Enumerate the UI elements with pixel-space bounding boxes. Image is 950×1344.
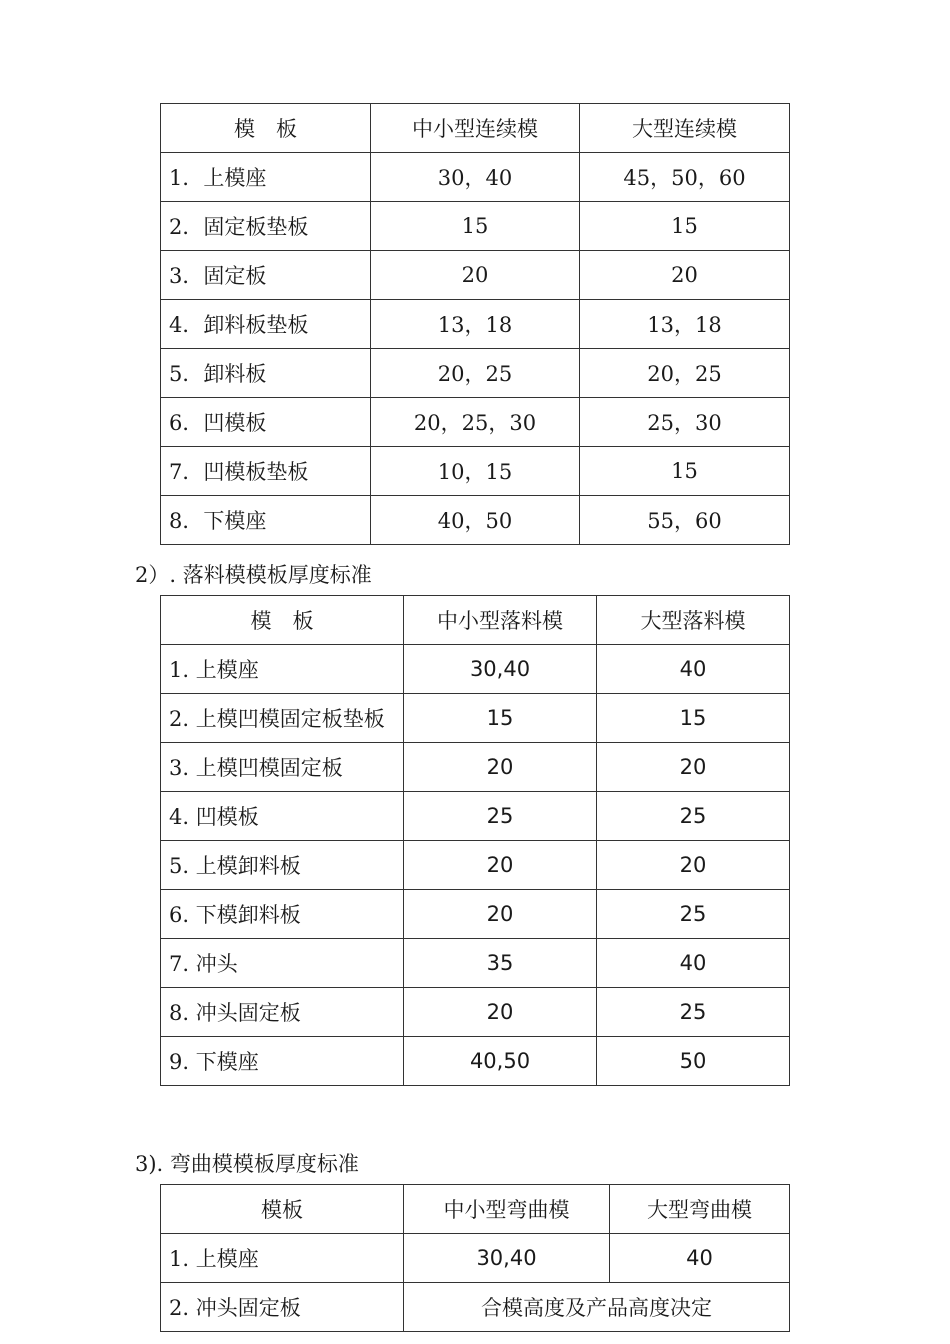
table-row: [161, 300, 790, 349]
row-label: 2．固定板垫板: [161, 202, 371, 251]
header-cell: 大型弯曲模: [610, 1185, 790, 1234]
cell-small-medium: 20，25: [371, 349, 580, 398]
table-header-row: [161, 1185, 790, 1234]
cell-large: 20，25: [580, 349, 790, 398]
cell-small-medium: 30,40: [404, 645, 597, 694]
table-row: [161, 792, 790, 841]
row-label: 4．卸料板垫板: [161, 300, 371, 349]
table-header-row: [161, 596, 790, 645]
cell-large: 45，50，60: [580, 153, 790, 202]
row-label: 4. 凹模板: [161, 792, 404, 841]
cell-large: 13，18: [580, 300, 790, 349]
cell-large: 20: [597, 743, 790, 792]
table-row: [161, 251, 790, 300]
cell-large: 40: [597, 645, 790, 694]
row-label: 2. 冲头固定板: [161, 1283, 404, 1332]
cell-small-medium: 15: [371, 202, 580, 251]
cell-large: 20: [597, 841, 790, 890]
cell-large: 55，60: [580, 496, 790, 545]
table-row: [161, 743, 790, 792]
table-header-row: [161, 104, 790, 153]
table-row: [161, 202, 790, 251]
merged-cell: 合模高度及产品高度决定: [404, 1283, 790, 1332]
table-row: [161, 496, 790, 545]
header-cell: 模 板: [161, 596, 404, 645]
table-row: [161, 890, 790, 939]
row-label: 6. 下模卸料板: [161, 890, 404, 939]
cell-large: 40: [610, 1234, 790, 1283]
header-cell: 大型连续模: [580, 104, 790, 153]
cell-small-medium: 30，40: [371, 153, 580, 202]
cell-large: 25，30: [580, 398, 790, 447]
table-row: [161, 447, 790, 496]
row-label: 9. 下模座: [161, 1037, 404, 1086]
cell-small-medium: 25: [404, 792, 597, 841]
cell-small-medium: 20: [404, 988, 597, 1037]
table-row: [161, 645, 790, 694]
table-row: [161, 1234, 790, 1283]
cell-small-medium: 15: [404, 694, 597, 743]
cell-large: 15: [580, 202, 790, 251]
row-label: 7. 冲头: [161, 939, 404, 988]
cell-large: 25: [597, 792, 790, 841]
table-row: [161, 1037, 790, 1086]
cell-small-medium: 13，18: [371, 300, 580, 349]
cell-small-medium: 40，50: [371, 496, 580, 545]
row-label: 6．凹模板: [161, 398, 371, 447]
row-label: 5．卸料板: [161, 349, 371, 398]
cell-large: 20: [580, 251, 790, 300]
cell-small-medium: 20: [371, 251, 580, 300]
row-label: 3. 上模凹模固定板: [161, 743, 404, 792]
row-label: 8. 冲头固定板: [161, 988, 404, 1037]
section-heading-blanking-die: 2）. 落料模模板厚度标准: [135, 563, 372, 587]
table-blanking-die: [160, 595, 790, 1086]
cell-large: 25: [597, 890, 790, 939]
row-label: 5. 上模卸料板: [161, 841, 404, 890]
table-row: [161, 153, 790, 202]
table-bending-die: [160, 1184, 790, 1332]
table-row: [161, 1283, 790, 1332]
row-label: 1．上模座: [161, 153, 371, 202]
cell-small-medium: 20: [404, 841, 597, 890]
header-cell: 大型落料模: [597, 596, 790, 645]
table-row: [161, 694, 790, 743]
cell-small-medium: 30,40: [404, 1234, 610, 1283]
table-row: [161, 939, 790, 988]
table-row: [161, 398, 790, 447]
cell-small-medium: 40,50: [404, 1037, 597, 1086]
cell-large: 40: [597, 939, 790, 988]
table-row: [161, 841, 790, 890]
cell-large: 15: [597, 694, 790, 743]
cell-small-medium: 20，25，30: [371, 398, 580, 447]
table-continuous-die: [160, 103, 790, 545]
cell-large: 50: [597, 1037, 790, 1086]
row-label: 7．凹模板垫板: [161, 447, 371, 496]
cell-large: 15: [580, 447, 790, 496]
cell-large: 25: [597, 988, 790, 1037]
section-heading-bending-die: 3). 弯曲模模板厚度标准: [135, 1152, 359, 1176]
cell-small-medium: 20: [404, 890, 597, 939]
header-cell: 模 板: [161, 104, 371, 153]
row-label: 1. 上模座: [161, 645, 404, 694]
header-cell: 中小型落料模: [404, 596, 597, 645]
row-label: 8．下模座: [161, 496, 371, 545]
cell-small-medium: 20: [404, 743, 597, 792]
header-cell: 中小型连续模: [371, 104, 580, 153]
row-label: 3．固定板: [161, 251, 371, 300]
row-label: 2. 上模凹模固定板垫板: [161, 694, 404, 743]
row-label: 1. 上模座: [161, 1234, 404, 1283]
table-row: [161, 349, 790, 398]
cell-small-medium: 10，15: [371, 447, 580, 496]
cell-small-medium: 35: [404, 939, 597, 988]
header-cell: 中小型弯曲模: [404, 1185, 610, 1234]
header-cell: 模板: [161, 1185, 404, 1234]
table-row: [161, 988, 790, 1037]
